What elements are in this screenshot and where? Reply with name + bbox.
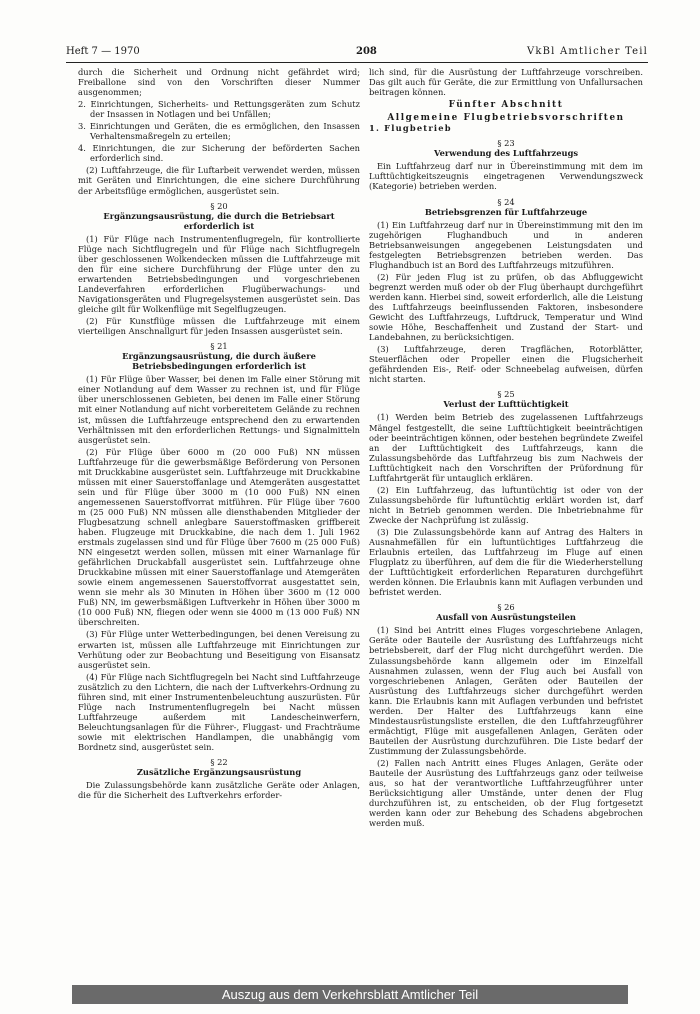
section-number: § 26 xyxy=(497,602,515,613)
paragraph: (2) Fallen nach Antritt eines Fluges Anlagen, Geräte oder Bauteile der Ausrüstung des Luftfahrzeugs ganz oder teilweise aus, so hat der verantwortliche Luftfahrzeugführer unter Berücksichtigung aller Umstände, unter denen der Flug durchzuführen ist, zu entscheiden, ob der Flug fortgesetzt werden kann oder zur Behebung des Schadens abgebrochen werden muß. xyxy=(369,758,643,829)
list-item: 3. Einrichtungen und Geräten, die es ermöglichen, den Insassen Verhaltensmaßregeln zu erteilen; xyxy=(78,121,360,142)
section-title: Ergänzungsausrüstung, die durch äußere Betriebsbedingungen erforderlich ist xyxy=(122,351,316,372)
paragraph: (3) Luftfahrzeuge, deren Tragflächen, Rotorblätter, Steuerflächen oder Propeller einen die Flugsicherheit gefährdenden Eis-, Reif- oder Schneebelag aufweisen, dürfen nicht starten. xyxy=(369,344,643,385)
paragraph: (2) Für Flüge über 6000 m (20 000 Fuß) NN müssen Luftfahrzeuge für die gewerbsmäßige Beförderung von Personen mit Druckkabine ausgerüstet sein. Luftfahrzeuge mit Druckkabine müssen mit einer Sauerstoffanlage und Atemgeräten ausgestattet sein und für Flüge über 3000 m (10 000 Fuß) NN einen angemessenen Sauerstoffvorrat mitführen. Für Flüge über 7600 m (25 000 Fuß) NN müssen alle diensthabenden Mitglieder der Flugbesatzung schnell anlegbare Sauerstoffmasken griffbereit haben. Flugzeuge mit Druckkabine, die nach dem 1. Juli 1962 erstmals zugelassen sind und für Flüge über 7600 m (25 000 Fuß) NN eingesetzt werden sollen, müssen mit einer Warnanlage für gefährlichen Druckabfall ausgerüstet sein. Luftfahrzeuge ohne Druckkabine müssen mit einer Sauerstoffanlage und Atemgeräten sowie einem angemessenen Sauerstoffvorrat ausgestattet sein, wenn sie mehr als 30 Minuten in Höhen über 3600 m (12 000 Fuß) NN, im gewerbsmäßigen Luftverkehr in Höhen über 3000 m (10 000 Fuß) NN, fliegen oder wenn sie 4000 m (13 000 Fuß) NN überschreiten. xyxy=(78,446,360,628)
section-number: § 23 xyxy=(497,138,515,149)
section-title: Verwendung des Luftfahrzeugs xyxy=(433,148,579,159)
paragraph: (1) Für Flüge über Wasser, bei denen im Falle einer Störung mit einer Notlandung auf dem Wasser zu rechnen ist, und für Flüge über unerschlossenen Gebieten, bei denen im Falle einer Störung mit einer Notlandung auf nicht vorbereitetem Gelände zu rechnen ist, müssen die Luftfahrzeuge entsprechend den zu erwartenden Verhältnissen mit den erforderlichen Rettungs- und Signalmitteln ausgerüstet sein. xyxy=(78,374,360,445)
issue-label: Heft 7 — 1970 xyxy=(66,46,140,57)
section-title: Zusätzliche Ergänzungsausrüstung xyxy=(136,767,302,778)
paragraph: (2) Für jeden Flug ist zu prüfen, ob das Abfluggewicht begrenzt werden muß oder ob der Flug überhaupt durchgeführt werden kann. Hierbei sind, soweit erforderlich, alle die Leistung des Luftfahrzeugs beeinflussenden Faktoren, insbesondere Gewicht des Luftfahrzeugs, Luftdruck, Temperatur und Wind sowie Höhe, Beschaffenheit und Zustand der Start- und Landebahnen, zu berücksichtigen. xyxy=(369,271,643,343)
paragraph: lich sind, für die Ausrüstung der Luftfahrzeuge vorschreiben. Das gilt auch für Geräte, die zur Ermittlung von Unfallursachen beitragen können. xyxy=(369,67,643,98)
paragraph: (2) Ein Luftfahrzeug, das luftuntüchtig ist oder von der Zulassungsbehörde für luftuntüchtig erklärt worden ist, darf nicht in Betrieb genommen werden. Die Inbetriebnahme für Zwecke der Nachprüfung ist zulässig. xyxy=(369,484,643,525)
paragraph: (1) Werden beim Betrieb des zugelassenen Luftfahrzeugs Mängel festgestellt, die seine Lufttüchtigkeit beeinträchtigen oder beeinträchtigen können, oder bestehen begründete Zweifel an der Lufttüchtigkeit des Luftfahrzeugs, kann die Zulassungsbehörde das Luftfahrzeug bis zum Nachweis der Lufttüchtigkeit nach den Vorschriften der Prüfordnung für Luftfahrtgerät für untauglich erklären. xyxy=(369,412,643,483)
paragraph: (2) Für Kunstflüge müssen die Luftfahrzeuge mit einem vierteiligen Anschnallgurt für jeden Insassen ausgerüstet sein. xyxy=(78,316,360,337)
section-number: § 22 xyxy=(210,757,228,768)
paragraph: (1) Sind bei Antritt eines Fluges vorgeschriebene Anlagen, Geräte oder Bauteile der Ausrüstung des Luftfahrzeugs nicht betriebsbereit, darf der Flug nicht durchgeführt werden. Die Zulassungsbehörde kann allgemein oder im Einzelfall Ausnahmen zulassen, wenn der Flug auch bei Ausfall von vorgeschriebenen Anlagen, Geräten oder Bauteilen der Ausrüstung des Luftfahrzeugs sicher durchgeführt werden kann. Die Erlaubnis kann mit Auflagen verbunden und befristet werden. Der Halter des Luftfahrzeugs kann eine Mindestausrüstungsliste erstellen, die den Luftfahrzeugführer ermächtigt, Flüge mit ausgefallenen Anlagen, Geräten oder Bauteilen der Ausrüstung durchzuführen. Die Liste bedarf der Zustimmung der Zulassungsbehörde. xyxy=(369,625,643,756)
paragraph: durch die Sicherheit und Ordnung nicht gefährdet wird; Freiballone sind von den Vorschriften dieser Nummer ausgenommen; xyxy=(78,67,360,98)
section-title: Verlust der Lufttüchtigkeit xyxy=(443,399,569,410)
paragraph: (1) Ein Luftfahrzeug darf nur in Übereinstimmung mit den im zugehörigen Flughandbuch und in anderen Betriebsanweisungen angegebenen Leistungsdaten und festgelegten Betriebsgrenzen betrieben werden. Das Flughandbuch ist an Bord des Luftfahrzeugs mitzuführen. xyxy=(369,219,643,270)
header-rule xyxy=(66,62,648,63)
page-number: 208 xyxy=(356,46,377,57)
page-header xyxy=(66,46,648,62)
left-column xyxy=(78,67,360,802)
paragraph: Ein Luftfahrzeug darf nur in Übereinstimmung mit dem im Lufttüchtigkeitszeugnis eingetragenen Verwendungszweck (Kategorie) betrieben werden. xyxy=(369,161,643,192)
list-item: 4. Einrichtungen, die zur Sicherung der beförderten Sachen erforderlich sind. xyxy=(78,143,360,164)
paragraph: (4) Für Flüge nach Sichtflugregeln bei Nacht sind Luftfahrzeuge zusätzlich zu den Lichtern, die nach der Luftverkehrs-Ordnung zu führen sind, mit einer Instrumentenbeleuchtung auszurüsten. Für Flüge nach Instrumentenflugregeln bei Nacht müssen Luftfahrzeuge außerdem mit Landescheinwerfern, Beleuchtungsanlagen für die Führer-, Fluggast- und Frachträume sowie mit elektrischen Handlampen, die unabhängig vom Bordnetz sind, ausgerüstet sein. xyxy=(78,671,360,752)
section-number: § 24 xyxy=(497,196,515,207)
section-title: Ergänzungsausrüstung, die durch die Betriebsart erforderlich ist xyxy=(103,210,335,231)
chapter-number: Fünfter Abschnitt xyxy=(448,100,564,111)
paragraph: (3) Die Zulassungsbehörde kann auf Antrag des Halters in Ausnahmefällen für ein luftuntüchtiges Luftfahrzeug die Erlaubnis erteilen, das Luftfahrzeug im Fluge auf einen Flugplatz zu überführen, auf dem die für die Wiederherstellung der Lufttüchtigkeit erforderlichen Reparaturen durchgeführt werden können. Die Erlaubnis kann mit Auflagen verbunden und befristet werden. xyxy=(369,526,644,598)
paragraph: (1) Für Flüge nach Instrumentenflugregeln, für kontrollierte Flüge nach Sichtflugregeln und für Flüge nach Sichtflugregeln über geschlossenen Wolkendecken müssen die Luftfahrzeuge mit den für eine sichere Durchführung der Flüge unter den zu erwartenden Betriebsbedingungen und vorgeschriebenen Landeverfahren erforderlichen Flugüberwachungs- und Navigationsgeräten und Flugregelsystemen ausgerüstet sein. Das gleiche gilt für Wolkenflüge mit Segelflugzeugen. xyxy=(78,233,360,315)
section-number: § 21 xyxy=(210,341,228,352)
footer-text: Auszug aus dem Verkehrsblatt Amtlicher Teil xyxy=(221,987,479,1002)
section-title: Betriebsgrenzen für Luftfahrzeuge xyxy=(424,206,588,217)
paragraph: (2) Luftfahrzeuge, die für Luftarbeit verwendet werden, müssen mit Geräten und Einrichtungen, die eine sichere Durchführung der Arbeitsflüge ermöglichen, ausgerüstet sein. xyxy=(78,165,360,196)
paragraph: (3) Für Flüge unter Wetterbedingungen, bei denen Vereisung zu erwarten ist, müssen alle Luftfahrzeuge mit Einrichtungen zur Verhütung oder zur Beobachtung und Beseitigung von Eisansatz ausgerüstet sein. xyxy=(78,629,360,670)
subchapter-title: 1. Flugbetrieb xyxy=(369,123,452,134)
section-number: § 25 xyxy=(497,389,515,400)
paragraph: Die Zulassungsbehörde kann zusätzliche Geräte oder Anlagen, die für die Sicherheit des Luftverkehrs erforder- xyxy=(78,780,360,801)
footer-banner xyxy=(72,985,628,1004)
list-item: 2. Einrichtungen, Sicherheits- und Rettungsgeräten zum Schutz der Insassen in Notlagen und bei Unfällen; xyxy=(78,99,360,120)
section-number: § 20 xyxy=(210,200,228,211)
section-title: Ausfall von Ausrüstungsteilen xyxy=(436,612,576,623)
chapter-title: Allgemeine Flugbetriebsvorschriften xyxy=(387,113,625,124)
publication-title: VkBl Amtlicher Teil xyxy=(526,46,648,57)
right-column xyxy=(369,67,643,830)
